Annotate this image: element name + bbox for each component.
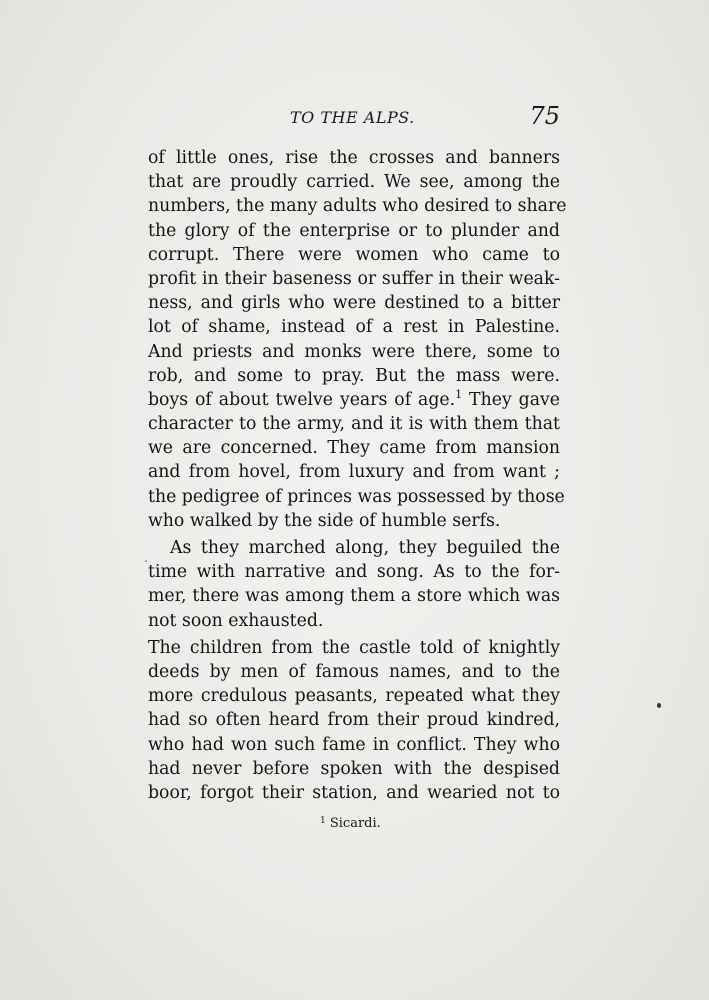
text-line: who had won such fame in conflict. They who: [148, 734, 560, 755]
text-line: that are proudly carried. We see, among the: [148, 172, 560, 193]
text-line: had so often heard from their proud kindred,: [148, 710, 560, 731]
footnote-marker: 1: [320, 816, 326, 826]
text-segment: boys of about twelve years of age.: [148, 389, 456, 410]
text-line: lot of shame, instead of a rest in Palestine.: [148, 317, 560, 338]
text-line: ness, and girls who were destined to a bitter: [148, 293, 560, 314]
text-line: who walked by the side of humble serfs.: [148, 510, 501, 531]
text-line: profit in their baseness or suffer in their weak-: [148, 268, 560, 289]
text-line: time with narrative and song. As to the for-: [148, 562, 560, 583]
text-line: The children from the castle told of knightly: [148, 637, 560, 658]
text-line: numbers, the many adults who desired to share: [148, 196, 567, 217]
text-line: more credulous peasants, repeated what they: [148, 686, 560, 707]
running-title: TO THE ALPS.: [290, 108, 415, 127]
text-line: character to the army, and it is with them that: [148, 414, 560, 435]
text-line: mer, there was among them a store which was: [148, 586, 560, 607]
text-line: As they marched along, they beguiled the: [170, 538, 560, 558]
text-line: not soon exhausted.: [148, 610, 324, 631]
footnote: [320, 816, 381, 831]
body-text: [148, 146, 567, 805]
text-line: we are concerned. They came from mansion: [148, 438, 560, 459]
text-line: boor, forgot their station, and wearied not to: [148, 782, 560, 803]
text-line: the glory of the enterprise or to plunder and: [148, 220, 560, 241]
text-line-with-footnote: [148, 388, 560, 412]
footnote-text: Sicardi.: [325, 816, 381, 831]
text-line: had never before spoken with the despised: [148, 758, 560, 779]
text-line: deeds by men of famous names, and to the: [148, 661, 560, 682]
text-line: rob, and some to pray. But the mass were.: [148, 365, 560, 386]
ink-speck: [145, 560, 147, 562]
text-segment: They gave: [462, 389, 560, 410]
text-line: and from hovel, from luxury and from want ;: [148, 462, 560, 483]
running-head: [148, 102, 560, 136]
text-line: the pedigree of princes was possessed by those: [148, 486, 565, 507]
ink-speck: [657, 703, 661, 708]
text-line: And priests and monks were there, some to: [148, 341, 560, 362]
footnote-reference: 1: [455, 387, 463, 401]
page-number: 75: [529, 102, 560, 130]
text-line: of little ones, rise the crosses and banners: [148, 148, 560, 168]
text-line: corrupt. There were women who came to: [148, 244, 560, 265]
